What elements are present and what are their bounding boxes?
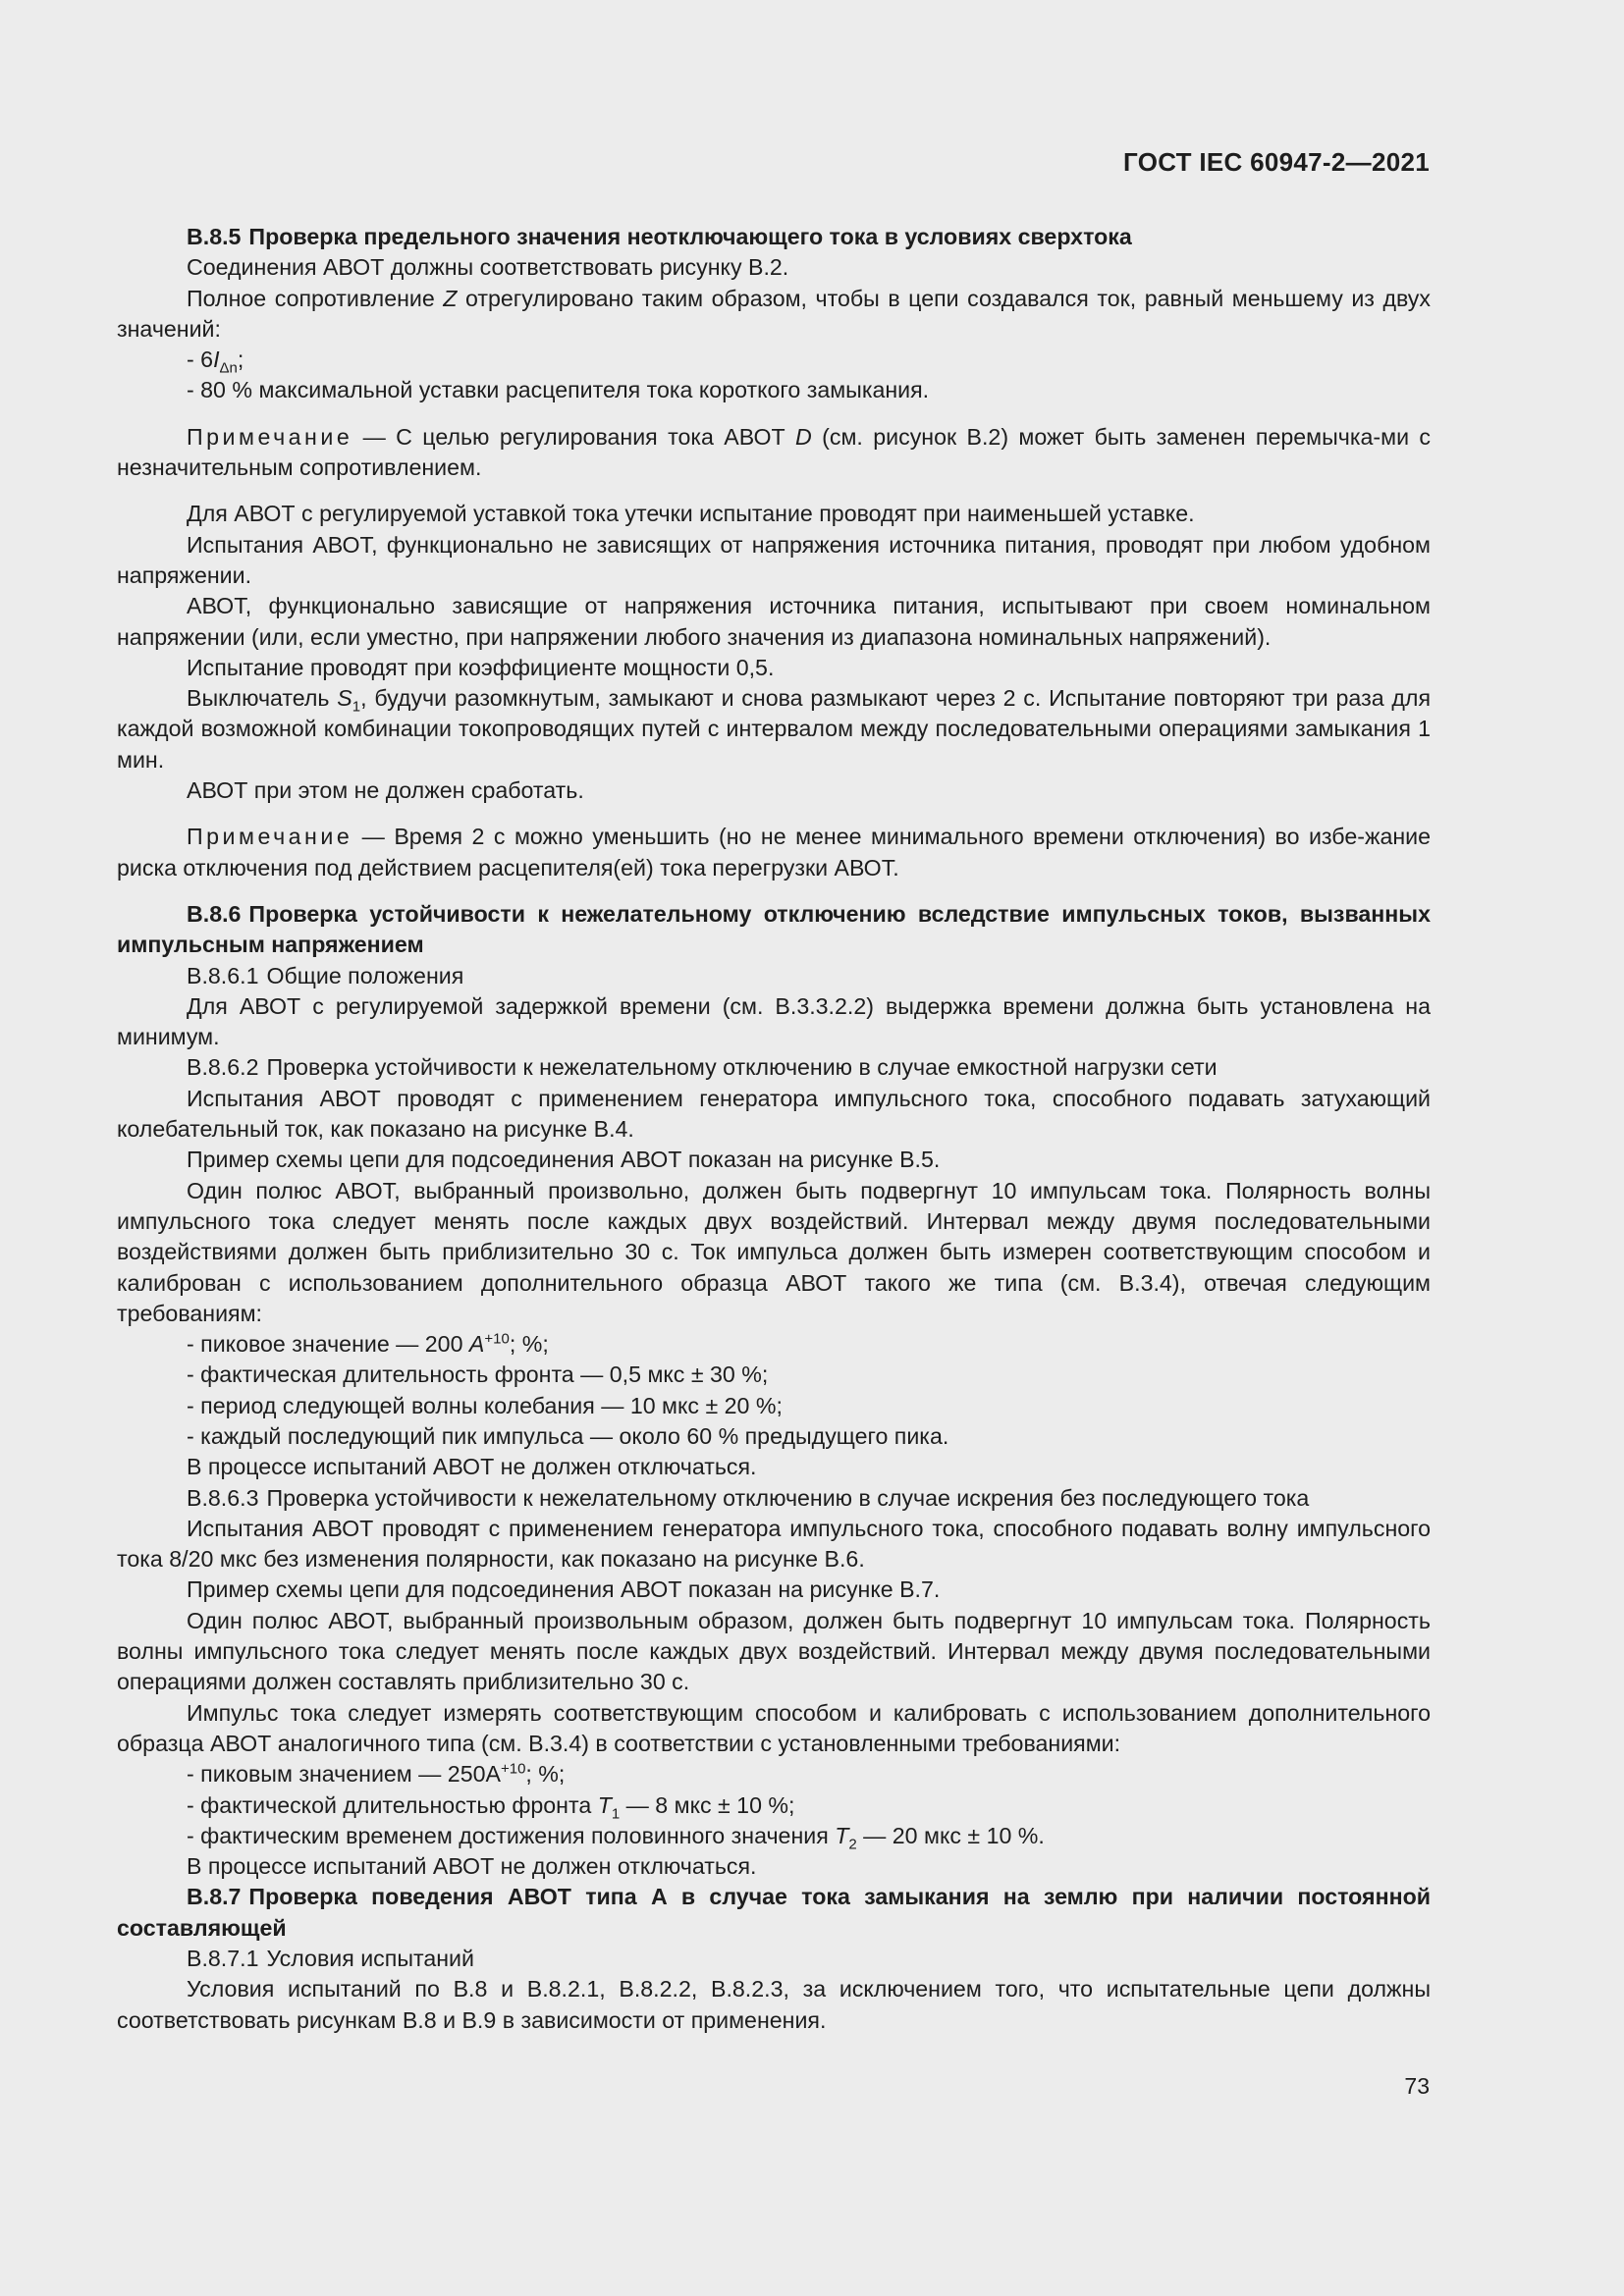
list-item: - пиковое значение — 200 $A^{+10}$; %; xyxy=(187,1330,549,1358)
subsection-heading-b8862: В.8.6.2 Проверка устойчивости к нежелательному отключению в случае емкостной нагрузки сети xyxy=(187,1054,1218,1081)
document-header: ГОСТ IEC 60947-2—2021 xyxy=(1123,147,1430,177)
paragraph: В процессе испытаний АВОТ не должен отключаться. xyxy=(187,1454,757,1480)
paragraph: Пример схемы цепи для подсоединения АВОТ показан на рисунке В.7. xyxy=(187,1576,941,1603)
paragraph: Испытания АВОТ, функционально не зависящих от напряжения источника питания, проводят при любом удобном напряжении. xyxy=(117,531,1431,588)
paragraph: Импульс тока следует измерять соответствующим способом и калибровать с использованием дополнительного образца АВОТ аналогичного типа (см. В.3.4) в соответствии с установленными требованиями: xyxy=(117,1699,1431,1756)
paragraph: Полное сопротивление Z отрегулировано таким образом, чтобы в цепи создавался ток, равный меньшему из двух значений: xyxy=(117,285,1431,342)
paragraph: В процессе испытаний АВОТ не должен отключаться. xyxy=(187,1853,757,1880)
paragraph: Для АВОТ с регулируемой задержкой времени (см. В.3.3.2.2) выдержка времени должна быть установлена на минимум. xyxy=(117,992,1431,1050)
list-item: - фактическая длительность фронта — 0,5 мкс ± 30 %; xyxy=(187,1362,769,1388)
paragraph: Выключатель $S_1$, будучи разомкнутым, замыкают и снова размыкают через 2 с. Испытание повторяют три раза для каждой возможной комбинации токопроводящих путей с интервалом между последовательными операциями замыкания 1 мин. xyxy=(117,685,1431,773)
page-number: 73 xyxy=(1404,2073,1430,2099)
list-item: - фактической длительностью фронта $T_1$ — 8 мкс ± 10 %; xyxy=(187,1791,795,1823)
list-item: - каждый последующий пик импульса — около 60 % предыдущего пика. xyxy=(187,1422,949,1449)
paragraph: Условия испытаний по В.8 и В.8.2.1, В.8.2.2, В.8.2.3, за исключением того, что испытательные цепи должны соответствовать рисункам В.8 и В.9 в зависимости от применения. xyxy=(117,1976,1431,2033)
list-item: - пиковым значением — $250А^{+10}$; %; xyxy=(187,1760,566,1788)
paragraph: Испытания АВОТ проводят с применением генератора импульсного тока, способного подавать волну импульсного тока 8/20 мкс без изменения полярности, как показано на рисунке В.6. xyxy=(117,1515,1431,1573)
paragraph: Испытание проводят при коэффициенте мощности 0,5. xyxy=(187,654,775,680)
list-item: - 80 % максимальной уставки расцепителя тока короткого замыкания. xyxy=(187,377,930,403)
paragraph: АВОТ, функционально зависящие от напряжения источника питания, испытывают при своем номинальном напряжении (или, если уместно, при напряжении любого значения из диапазона номинальных напряжений). xyxy=(117,593,1431,650)
paragraph: Один полюс АВОТ, выбранный произвольным образом, должен быть подвергнут 10 импульсам тока. Полярность волны импульсного тока следует менять после каждых двух воздействий. Интервал между двумя последовательными операциями должен составлять приблизительно 30 с. xyxy=(117,1607,1431,1695)
section-heading-b887: В.8.7 Проверка поведения АВОТ типа А в случае тока замыкания на землю при наличии постоянной составляющей xyxy=(117,1884,1431,1941)
document-body xyxy=(117,222,1431,2036)
subsection-heading-b8861: В.8.6.1 Общие положения xyxy=(187,962,464,988)
section-heading-b885: В.8.5 Проверка предельного значения неотключающего тока в условиях сверхтока xyxy=(187,224,1132,249)
note: Примечание — С целью регулирования тока АВОТ D (см. рисунок В.2) может быть заменен перемычка-ми с незначительным сопротивлением. xyxy=(117,423,1432,481)
paragraph: Один полюс АВОТ, выбранный произвольно, должен быть подвергнут 10 импульсам тока. Полярность волны импульсного тока следует менять после каждых двух воздействий. Интервал между двумя последовательными воздействиями должен быть приблизительно 30 с. Ток импульса должен быть измерен соответствующим способом и калиброван с использованием дополнительного образца АВОТ такого же типа (см. В.3.4), отвечая следующим требованиям: xyxy=(117,1177,1431,1326)
paragraph: Пример схемы цепи для подсоединения АВОТ показан на рисунке В.5. xyxy=(187,1147,941,1173)
list-item: - $6I_{\Delta n}$; xyxy=(187,347,244,377)
list-item: - фактическим временем достижения половинного значения $T_2$ — 20 мкс ± 10 %. xyxy=(187,1822,1045,1853)
list-item: - период следующей волны колебания — 10 мкс ± 20 %; xyxy=(187,1392,783,1418)
subsection-heading-b8863: В.8.6.3 Проверка устойчивости к нежелательному отключению в случае искрения без последующего тока xyxy=(187,1484,1310,1511)
section-heading-b886: В.8.6 Проверка устойчивости к нежелательному отключению вследствие импульсных токов, вызванных импульсным напряжением xyxy=(117,900,1431,958)
paragraph: Испытания АВОТ проводят с применением генератора импульсного тока, способного подавать затухающий колебательный ток, как показано на рисунке В.4. xyxy=(117,1085,1431,1143)
note: Примечание — Время 2 с можно уменьшить (но не менее минимального времени отключения) во избе-жание риска отключения под действием расцепителя(ей) тока перегрузки АВОТ. xyxy=(117,824,1431,881)
paragraph: Для АВОТ с регулируемой уставкой тока утечки испытание проводят при наименьшей уставке. xyxy=(187,501,1195,527)
subsection-heading-b8871: В.8.7.1 Условия испытаний xyxy=(187,1946,474,1972)
paragraph: Соединения АВОТ должны соответствовать рисунку В.2. xyxy=(187,254,789,281)
paragraph: АВОТ при этом не должен сработать. xyxy=(187,777,584,804)
